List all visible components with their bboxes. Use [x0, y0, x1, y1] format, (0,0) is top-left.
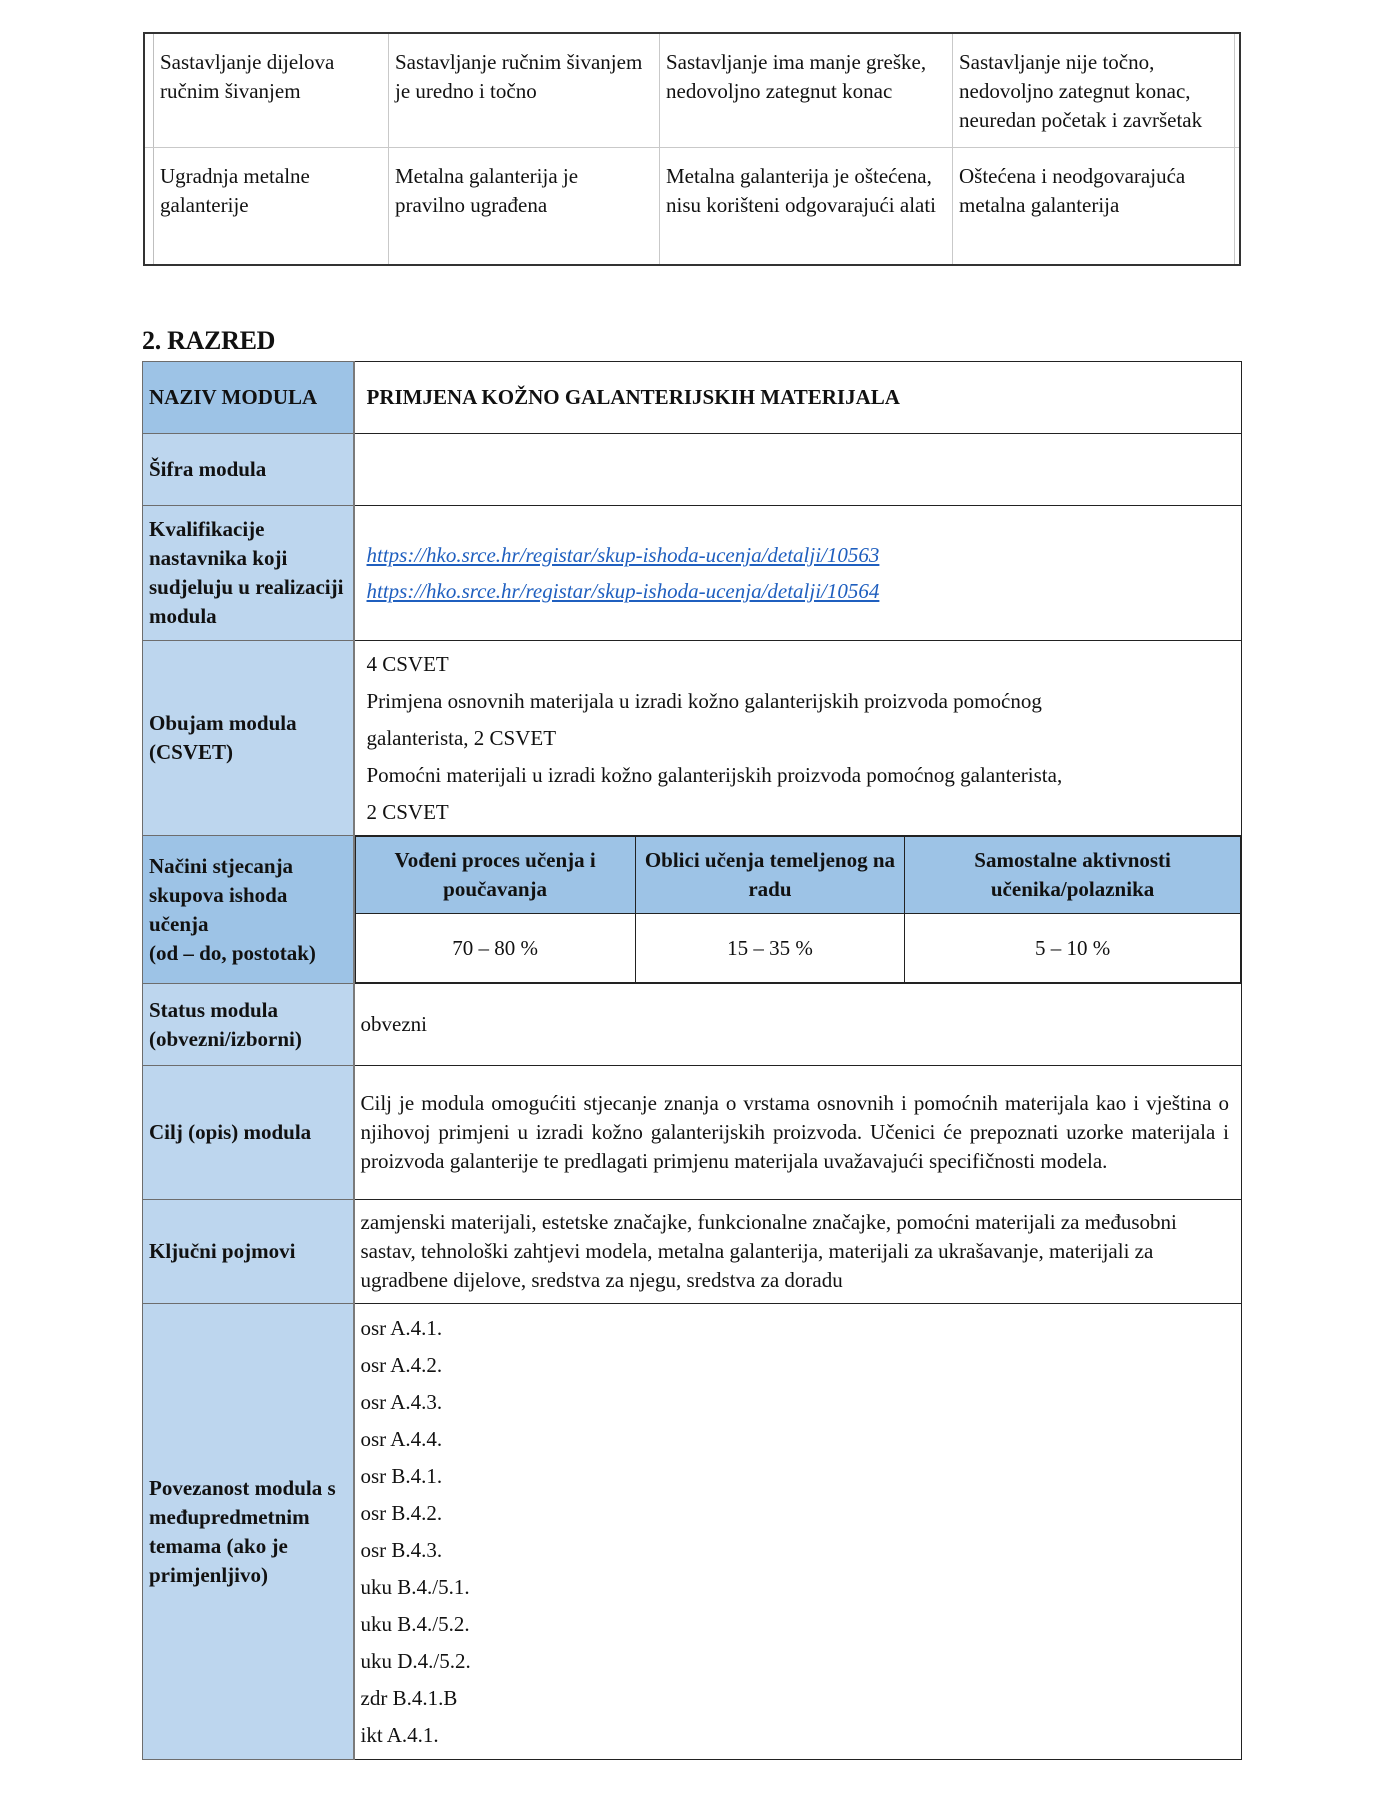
cilj-value: Cilj je modula omogućiti stjecanje znanja o vrstama osnovnih i pomoćnih materijala kao i vještina o njihovoj primjeni u izradi kožno galanterijskih proizvoda. Učenici će prepoznati uzorke materijala i proizvoda galanterije te predlagati primjenu materijala uvažavajući specifičnosti modela.: [354, 1066, 1242, 1200]
qualification-link[interactable]: https://hko.srce.hr/registar/skup-ishoda-ucenja/detalji/10564: [366, 579, 880, 603]
learning-modes-table: [355, 836, 1242, 983]
sifra-value[interactable]: [354, 434, 1242, 506]
cross-topic-item: osr B.4.1.: [360, 1463, 443, 1488]
obujam-line: 2 CSVET: [366, 799, 449, 824]
mode-value: 15 – 35 %: [635, 914, 904, 983]
obujam-value: [354, 641, 1242, 836]
table-edge: [1235, 33, 1241, 147]
section-heading: 2. RAZRED: [142, 326, 276, 355]
obujam-label: Obujam modula (CSVET): [143, 641, 354, 836]
criteria-fail-cell: Sastavljanje nije točno, nedovoljno zategnut konac, neuredan početak i završetak: [953, 33, 1235, 147]
learning-modes-header: [355, 837, 1241, 914]
sifra-label: Šifra modula: [143, 434, 354, 506]
mode-header: Oblici učenja temeljenog na radu: [635, 837, 904, 914]
povezanost-value: [354, 1304, 1242, 1760]
row-sifra: [143, 434, 1242, 506]
cross-topic-item: osr A.4.2.: [360, 1352, 443, 1377]
pojmovi-value: zamjenski materijali, estetske značajke, funkcionalne značajke, pomoćni materijali za međusobni sastav, tehnološki zahtjevi modela, metalna galanterija, materijali za ukrašavanje, materijali za ugradbene dijelove, sredstva za njegu, sredstva za doradu: [354, 1200, 1242, 1304]
nacini-value: [354, 836, 1242, 984]
criteria-element-cell: Ugradnja metalne galanterije: [154, 147, 389, 265]
table-edge: [1235, 147, 1241, 265]
status-value: obvezni: [354, 984, 1242, 1066]
cross-topic-item: osr B.4.2.: [360, 1500, 443, 1525]
cross-topic-item: zdr B.4.1.B: [360, 1685, 458, 1710]
criteria-excellent-cell: Metalna galanterija je pravilno ugrađena: [389, 147, 660, 265]
mode-header: Samostalne aktivnosti učenika/polaznika: [905, 837, 1241, 914]
table-row: [144, 33, 1240, 147]
mode-value: 5 – 10 %: [905, 914, 1241, 983]
criteria-element-cell: Sastavljanje dijelova ručnim šivanjem: [154, 33, 389, 147]
kvalifikacije-label: Kvalifikacije nastavnika koji sudjeluju u realizaciji modula: [143, 506, 354, 641]
row-povezanost: [143, 1304, 1242, 1760]
row-status: [143, 984, 1242, 1066]
cross-topic-item: osr B.4.3.: [360, 1537, 443, 1562]
criteria-partial-cell: Sastavljanje ima manje greške, nedovoljno zategnut konac: [660, 33, 953, 147]
table-row: [144, 147, 1240, 265]
criteria-partial-cell: Metalna galanterija je oštećena, nisu korišteni odgovarajući alati: [660, 147, 953, 265]
row-obujam: [143, 641, 1242, 836]
qualification-link[interactable]: https://hko.srce.hr/registar/skup-ishoda-ucenja/detalji/10563: [366, 543, 880, 567]
module-table: [142, 361, 1242, 1760]
criteria-fail-cell: Oštećena i neodgovarajuća metalna galanterija: [953, 147, 1235, 265]
criteria-excellent-cell: Sastavljanje ručnim šivanjem je uredno i točno: [389, 33, 660, 147]
cross-topic-item: uku D.4./5.2.: [360, 1648, 471, 1673]
row-naziv: [143, 362, 1242, 434]
row-nacini: [143, 836, 1242, 984]
cross-topic-item: uku B.4./5.1.: [360, 1574, 470, 1599]
learning-modes-values: [355, 914, 1241, 983]
row-pojmovi: [143, 1200, 1242, 1304]
nacini-label-sub: (od – do, postotak): [149, 940, 316, 965]
table-edge: [144, 147, 154, 265]
kvalifikacije-value: [354, 506, 1242, 641]
povezanost-label: Povezanost modula s međupredmetnim temama (ako je primjenljivo): [143, 1304, 354, 1760]
cross-topic-item: ikt A.4.1.: [360, 1722, 439, 1747]
obujam-line: Pomoćni materijali u izradi kožno galanterijskih proizvoda pomoćnog galanterista,: [366, 762, 1063, 787]
naziv-label: NAZIV MODULA: [143, 362, 354, 434]
row-cilj: [143, 1066, 1242, 1200]
cross-topic-item: osr A.4.4.: [360, 1426, 443, 1451]
cross-topic-item: osr A.4.1.: [360, 1315, 443, 1340]
status-label: Status modula (obvezni/izborni): [143, 984, 354, 1066]
mode-value: 70 – 80 %: [355, 914, 635, 983]
cross-topic-item: uku B.4./5.2.: [360, 1611, 470, 1636]
nacini-label-text: Načini stjecanja skupova ishoda učenja: [149, 853, 294, 936]
obujam-line: 4 CSVET: [366, 651, 449, 676]
obujam-line: galanterista, 2 CSVET: [366, 725, 557, 750]
mode-header: Vođeni proces učenja i poučavanja: [355, 837, 635, 914]
table-edge: [144, 33, 154, 147]
nacini-label: [143, 836, 354, 984]
naziv-value: PRIMJENA KOŽNO GALANTERIJSKIH MATERIJALA: [354, 362, 1242, 434]
pojmovi-label: Ključni pojmovi: [143, 1200, 354, 1304]
row-kvalifikacije: [143, 506, 1242, 641]
cilj-label: Cilj (opis) modula: [143, 1066, 354, 1200]
obujam-line: Primjena osnovnih materijala u izradi kožno galanterijskih proizvoda pomoćnog: [366, 688, 1042, 713]
assessment-criteria-table: [143, 32, 1241, 266]
cross-topic-item: osr A.4.3.: [360, 1389, 443, 1414]
